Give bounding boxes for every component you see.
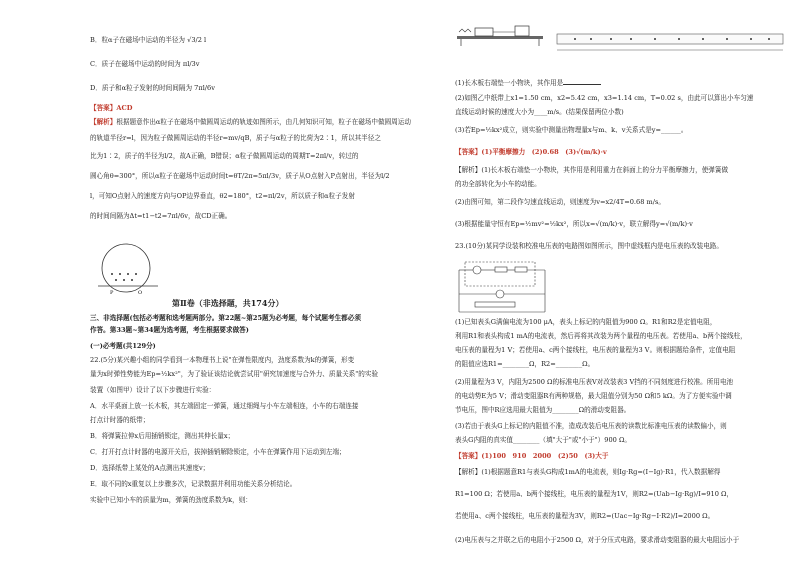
q23-g: 节电压，图中R应选用最大阻值为________Ω的滑动变阻器。 xyxy=(455,406,631,414)
q23-d: 的阻值应选R1=________Ω，R2=________Ω。 xyxy=(455,360,595,368)
section-instr-2: 作答。第33题~第34题为选考题，考生根据要求做答) xyxy=(90,326,249,334)
q23-b: 利用R1和表头构成1 mA的电流表，然后再将其改装为两个量程的电压表。若使用a、b两个接线柱， xyxy=(455,332,747,340)
r-line-3: 直线运动时候的速度大小为____m/s。(结果保留两位小数) xyxy=(455,108,624,116)
q23-f: 的电动势E为5 V；滑动变阻器R有两种规格，最大阻值分别为50 Ω和5 kΩ。为了方便实验中调 xyxy=(455,392,732,400)
q23-e: (2)用量程为3 V，内阻为2500 Ω的标准电压表V对改装表3 V挡的不同刻度进行校准。所用电池 xyxy=(455,378,734,386)
step-a: A．水平桌面上放一长木板，其左端固定一弹簧，通过细绳与小车左端相连，小车的右端连接 xyxy=(90,402,359,410)
magnetic-field-diagram xyxy=(98,228,158,298)
step-e: E．取不同的x重复以上步骤多次，记录数据并利用功能关系分析结论。 xyxy=(90,480,297,488)
step-a-2: 打点计时器的纸带； xyxy=(90,416,150,424)
q23-c: 电压表的量程为1 V；若使用a、c两个接线柱，电压表的量程为3 V。则根据题给条件，定值电阻 xyxy=(455,346,736,354)
q22-line-2: 量为x时弹性势能为Ep=½kx²"，为了验证该结论就尝试用"研究加速度与合外力、质量关系"的实验 xyxy=(90,370,379,378)
option-d: D．质子和α粒子发射的时间间隔为 7πl/6v xyxy=(90,84,215,92)
step-f: 实验中已知小车的质量为m，弹簧的劲度系数为k，则： xyxy=(90,496,252,504)
r-line-4: (3)若Ep=½kx²成立，则实验中测量出物理量x与m、k、v关系式是y=______。 xyxy=(455,126,688,134)
q22-line-3: 装置（如图甲）设计了以下步骤进行实验： xyxy=(90,386,216,394)
analysis-22-2: 的功全部转化为小车的动能。 xyxy=(455,180,541,188)
r-line-2: (2)如图乙中纸带上x1=1.50 cm，x2=5.42 cm，x3=1.14 cm，T=0.02 s，由此可以算出小车匀速 xyxy=(455,94,754,102)
answer-22: 【答案】(1)平衡摩擦力 (2)0.68 (3)√(m/k)·v xyxy=(455,148,607,156)
cart-apparatus-diagram xyxy=(455,18,545,48)
answer-label: 【答案】ACD xyxy=(90,104,133,112)
q23-intro: 23.(10分)某同学设装和校准电压表的电路图如图所示，图中虚线框内是电压表的改装电路。 xyxy=(455,242,723,250)
svg-text:O: O xyxy=(138,290,143,296)
step-d: D．选择纸带上某处的A点测出其速度v； xyxy=(90,464,210,472)
required-heading: (一)必考题(共129分) xyxy=(90,342,156,350)
step-c: C．打开打点计时器的电源开关后，拔掉插销解除锁定，小车在弹簧作用下运动到左端； xyxy=(90,448,346,456)
q22-line-1: 22.(5分)某兴趣小组的同学看到一本物理书上说"在弹性限度内，劲度系数为k的弹簧，形变 xyxy=(90,356,355,364)
analysis-22-4: (3)根据能量守恒有Ep=½mv²=½kx²，所以x=√(m/k)·v，联立解得y=√(m/k)·v xyxy=(455,220,693,228)
analysis-line-3: 比为1∶2，质子的半径为l/2，故A正确，B错误；α粒子做圆周运动的周期T=2πl/v，转过的 xyxy=(90,152,359,160)
option-b: B．粒α子在磁场中运动的半径为 √3/2 l xyxy=(90,36,207,44)
analysis-23-3: 若使用a、c两个接线柱，电压表的量程为3V，则R2=(Uac−Ig·Rg−I·R2)/I=2000 Ω。 xyxy=(455,512,715,520)
section-title: 第Ⅱ卷（非选择题，共174分） xyxy=(172,298,284,308)
analysis-22-1: 【解析】(1)长木板右端垫一小物块，其作用是利用重力在斜面上的分力平衡摩擦力，使弹簧做 xyxy=(455,166,729,174)
q23-i: 表头G内阻的真实值________（填"大于"或"小于"）900 Ω。 xyxy=(455,436,632,444)
section-instr-1: 三、非选择题(包括必考题和选考题两部分。第22题~第25题为必考题，每个试题考生都必须 xyxy=(90,314,361,322)
analysis-22-3: (2)由图可知，第二段作匀速直线运动，则速度为v=x2/4T=0.68 m/s。 xyxy=(455,198,665,206)
analysis-23-1: 【解析】(1)根据题意R1与表头G构成1mA的电流表，则Ig·Rg=(I−Ig)·R1，代入数据解得 xyxy=(455,468,721,476)
r-line-1: (1)长木板右端垫一小物块，其作用是 xyxy=(455,78,601,87)
q23-a: (1)已知表头G满偏电流为100 μA，表头上标记的内阻值为900 Ω。R1和R2是定值电阻， xyxy=(455,318,717,326)
analysis-23-2: R1=100 Ω；若使用a、b两个接线柱，电压表的量程为1V，则R2=(Uab−Ig·Rg)/I=910 Ω， xyxy=(455,490,734,498)
paper-tape-diagram xyxy=(555,30,785,56)
analysis-line-2: 的轨道半径r=l，因为粒子做圆周运动的半径r=mv/qB，质子与α粒子的比荷为2∶1，所以其半径之 xyxy=(90,134,381,142)
circuit-diagram xyxy=(455,256,565,316)
step-b: B．将弹簧拉伸x后用插销锁定，测出其伸长量x； xyxy=(90,432,235,440)
analysis-line-1: 【解析】根据题意作出α粒子在磁场中做圆周运动的轨迹如图所示，由几何知识可知，粒子在磁场中做圆周运动 xyxy=(90,118,411,126)
analysis-line-5: l，可知O点射入的速度方向与OP边界垂直，θ2=180°，t2=πl/2v，所以质子和α粒子发射 xyxy=(90,192,355,200)
analysis-line-6: 的时间间隔为Δt=t1−t2=7πl/6v，故CD正确。 xyxy=(90,212,232,220)
analysis-line-4: 圆心角θ=300°，所以α粒子在磁场中运动时间t=θT/2π=5πl/3v，质子从O点射入P点射出，半径为l/2 xyxy=(90,172,390,180)
svg-text:P: P xyxy=(110,290,114,296)
option-c: C．质子在磁场中运动的时间为 πl/3v xyxy=(90,60,200,68)
analysis-23-4: (2)电压表与之并联之后的电阻小于2500 Ω，对于分压式电路，要求滑动变阻器的最大电阻远小于 xyxy=(455,536,740,544)
answer-23: 【答案】(1)100 910 2000 (2)50 (3)大于 xyxy=(455,452,609,460)
q23-h: (3)若由于表头G上标记的内阻值不准，造成改装后电压表的读数比标准电压表的读数偏小，则 xyxy=(455,422,727,430)
